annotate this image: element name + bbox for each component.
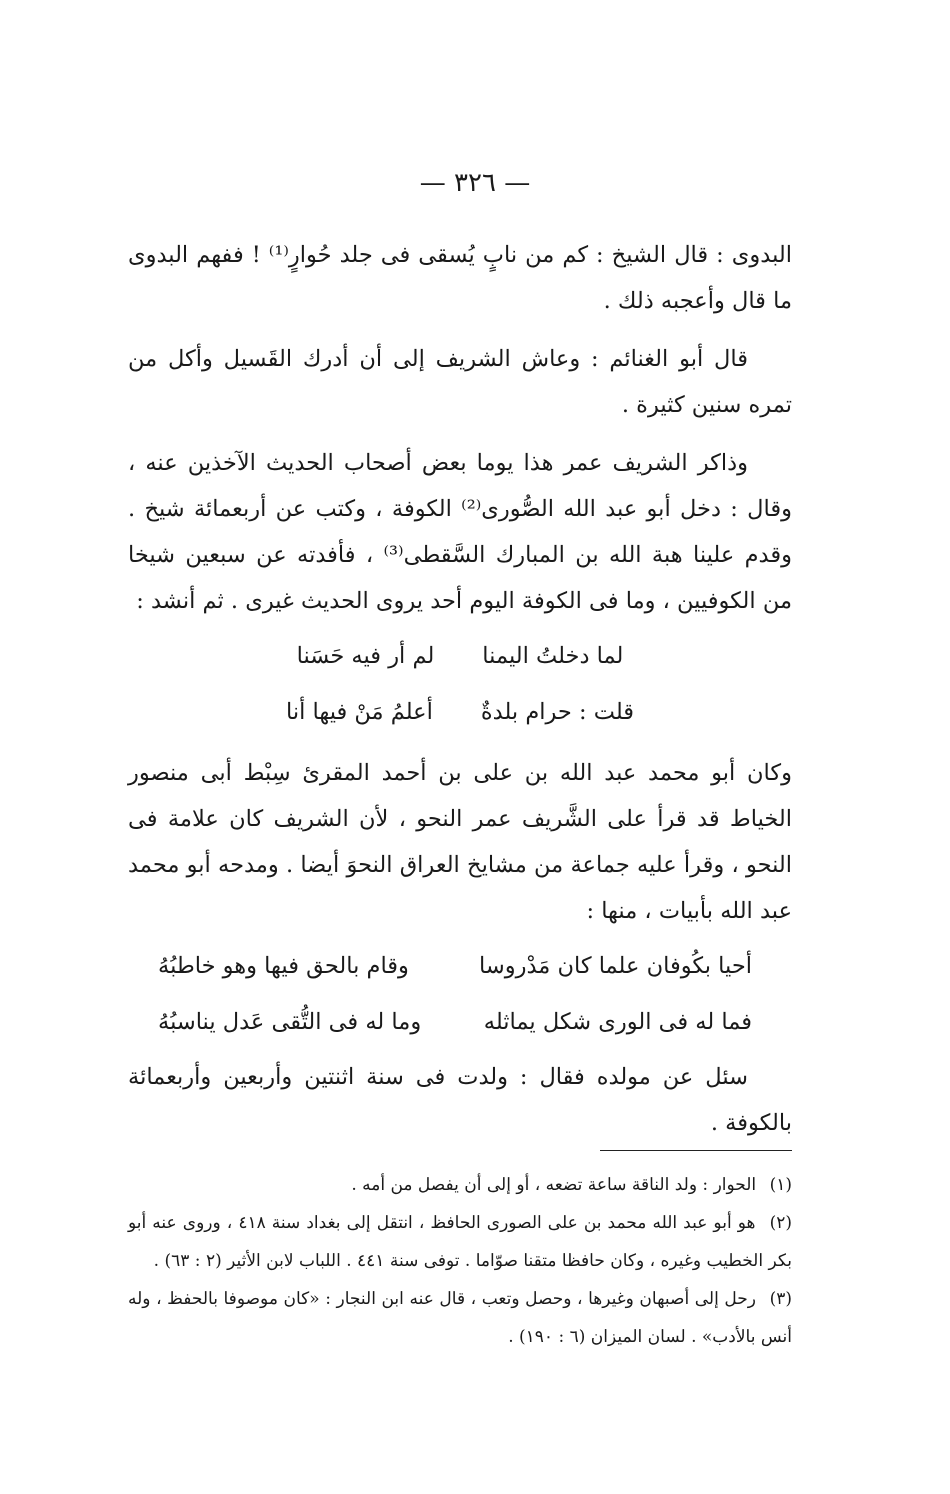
paragraph-2: قال أبو الغنائم : وعاش الشريف إلى أن أدرك القَسيل وأكل من تمره سنين كثيرة . bbox=[128, 346, 792, 418]
verse-hemistich-left: لم أر فيه حَسَنا bbox=[296, 643, 435, 669]
footnote-text: رحل إلى أصبهان وغيرها ، وحصل وتعب ، قال عنه ابن النجار : «كان موصوفا بالحفظ ، وله أنس بالأدب» . لسان الميزان (٦ : ١٩٠) . bbox=[128, 1289, 792, 1347]
footnote-mark: (٣) bbox=[769, 1289, 793, 1309]
verse-line-2 bbox=[128, 688, 792, 736]
footnote-mark: (٢) bbox=[769, 1213, 792, 1233]
footnote-mark: (١) bbox=[769, 1175, 792, 1195]
verse-hemistich-left: وقام بالحق فيها وهو خاطبُهُ bbox=[158, 953, 409, 979]
verse-hemistich-right: قلت : حرام بلدةٌ bbox=[480, 699, 635, 725]
paragraph-4: وكان أبو محمد عبد الله بن على بن أحمد المقرئ سِبْط أبى منصور الخياط قد قرأ على الشَّريف عمر النحو ، لأن الشريف كان علامة فى النحو ، وقرأ عليه جماعة من مشايخ العراق النحوَ أيضا . ومدحه أبو محمد عبد الله بأبيات ، منها : bbox=[128, 760, 792, 924]
footnote-text: الحوار : ولد الناقة ساعة تضعه ، أو إلى أن يفصل من أمه . bbox=[351, 1175, 757, 1195]
paragraph-3: وذاكر الشريف عمر هذا يوما بعض أصحاب الحديث الآخذين عنه ، وقال : دخل أبو عبد الله الصُّورى⁽²⁾ الكوفة ، وكتب عن أربعمائة شيخ . وقدم علينا هبة الله بن المبارك السَّقطى⁽³⁾ ، فأفدته عن سبعين شيخا من الكوفيين ، وما فى الكوفة اليوم أحد يروى الحديث غيرى . ثم أنشد : bbox=[128, 450, 792, 614]
verse-hemistich-left: وما له فى التُّقى عَدل يناسبُهُ bbox=[158, 1009, 422, 1035]
footnote-2 bbox=[128, 1204, 792, 1280]
verse-line-1 bbox=[128, 632, 792, 680]
main-text bbox=[128, 232, 792, 1158]
footnote-text: هو أبو عبد الله محمد بن على الصورى الحافظ ، انتقل إلى بغداد سنة ٤١٨ ، وروى عنه أبو بكر الخطيب وغيره ، وكان حافظا متقنا صوّاما . توفى سنة ٤٤١ . اللباب لابن الأثير (٢ : ٦٣) . bbox=[128, 1213, 792, 1271]
verse-hemistich-right: فما له فى الورى شكل يماثله bbox=[483, 1009, 752, 1035]
verse-line-4 bbox=[128, 998, 792, 1046]
footnote-3 bbox=[128, 1280, 792, 1356]
footnote-separator bbox=[600, 1150, 792, 1151]
footnote-1 bbox=[128, 1166, 792, 1204]
verse-hemistich-left: أعلمُ مَنْ فيها أنا bbox=[285, 699, 433, 725]
page-number: — ٣٢٦ — bbox=[419, 168, 531, 198]
paragraph-5: سئل عن مولده فقال : ولدت فى سنة اثنتين وأربعين وأربعمائة بالكوفة . bbox=[128, 1064, 792, 1136]
verse-hemistich-right: أحيا بكُوفان علما كان مَدْروسا bbox=[479, 953, 752, 979]
verse-line-3 bbox=[128, 942, 792, 990]
verse-hemistich-right: لما دخلتُ اليمنا bbox=[482, 643, 624, 669]
footnotes bbox=[128, 1166, 792, 1356]
paragraph-1: البدوى : قال الشيخ : كم من نابٍ يُسقى فى جلد حُوارٍ⁽¹⁾ ! ففهم البدوى ما قال وأعجبه ذلك . bbox=[128, 242, 792, 314]
